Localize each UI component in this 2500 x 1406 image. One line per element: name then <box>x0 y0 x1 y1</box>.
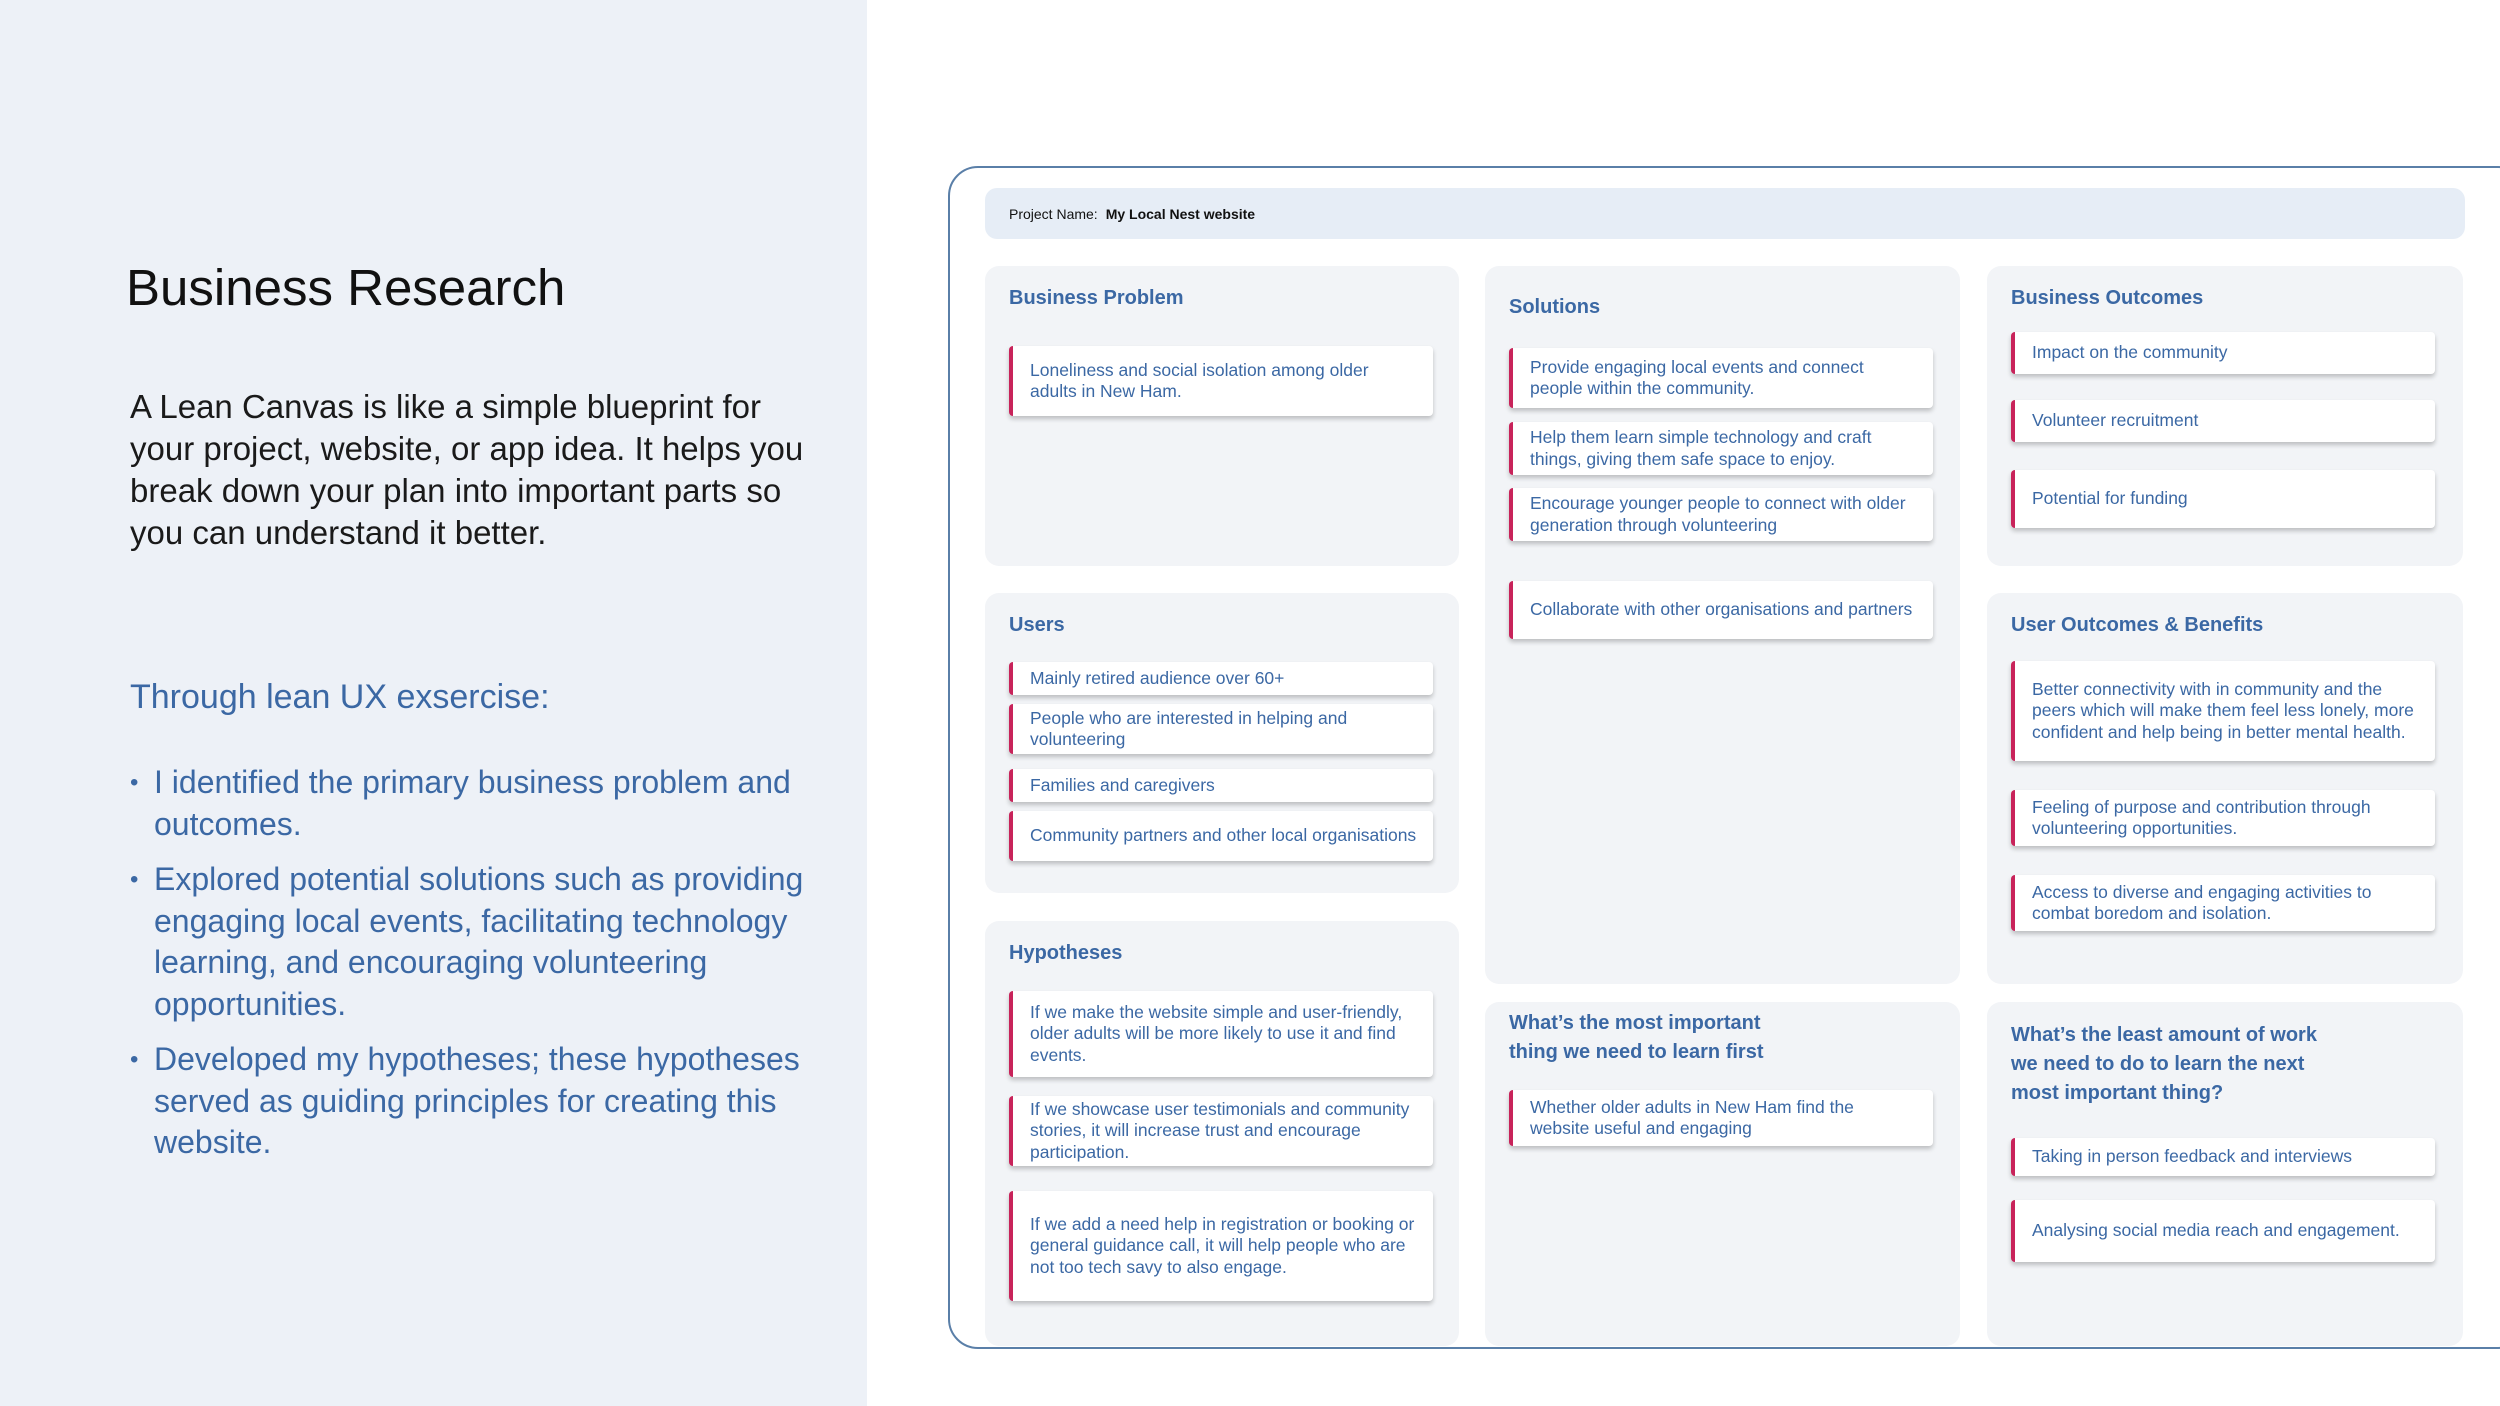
finding-text: Explored potential solutions such as providing engaging local events, facilitating technology learning, and encouraging volunteering opportunities. <box>154 861 804 1022</box>
section-title <box>1509 1009 1763 1067</box>
canvas-card: Better connectivity with in community and the peers which will make them feel less lonely, more confident and help being in better mental health. <box>2011 661 2435 761</box>
canvas-card: Families and caregivers <box>1009 769 1433 802</box>
canvas-card: Whether older adults in New Ham find the website useful and engaging <box>1509 1090 1933 1146</box>
title-line: we need to do to learn the next <box>2011 1053 2305 1075</box>
title-line: What’s the most important <box>1509 1012 1761 1034</box>
least-work-section <box>1987 1002 2463 1346</box>
canvas-card: Encourage younger people to connect with older generation through volunteering <box>1509 488 1933 541</box>
canvas-card: Loneliness and social isolation among older adults in New Ham. <box>1009 346 1433 416</box>
section-title: Users <box>1009 614 1065 636</box>
users-section <box>985 593 1459 893</box>
section-title: Hypotheses <box>1009 942 1123 964</box>
project-name-label: Project Name: <box>1009 205 1098 222</box>
canvas-card: Mainly retired audience over 60+ <box>1009 662 1433 695</box>
findings-list-item <box>130 1039 830 1164</box>
canvas-card: Potential for funding <box>2011 470 2435 528</box>
hypotheses-section <box>985 921 1459 1346</box>
canvas-card: People who are interested in helping and volunteering <box>1009 704 1433 754</box>
title-line: most important thing? <box>2011 1082 2224 1104</box>
business-problem-section <box>985 266 1459 566</box>
project-name-value: My Local Nest website <box>1105 205 1256 222</box>
canvas-card: Impact on the community <box>2011 332 2435 374</box>
title-line: What’s the least amount of work <box>2011 1024 2317 1046</box>
business-outcomes-section <box>1987 266 2463 566</box>
canvas-card: If we add a need help in registration or booking or general guidance call, it will help people who are not too tech savy to also engage. <box>1009 1191 1433 1301</box>
canvas-card: Help them learn simple technology and craft things, giving them safe space to enjoy. <box>1509 422 1933 475</box>
canvas-card: Analysing social media reach and engagement. <box>2011 1200 2435 1262</box>
intro-paragraph: A Lean Canvas is like a simple blueprint for your project, website, or app idea. It helps you break down your plan into important parts so you can understand it better. <box>130 388 804 551</box>
canvas-card: Volunteer recruitment <box>2011 400 2435 442</box>
canvas-card: Feeling of purpose and contribution through volunteering opportunities. <box>2011 790 2435 846</box>
exercise-subheading: Through lean UX exsercise: <box>130 678 550 716</box>
section-title: User Outcomes & Benefits <box>2011 614 2264 636</box>
canvas-card: Provide engaging local events and connect people within the community. <box>1509 348 1933 408</box>
learn-first-section <box>1485 1002 1960 1346</box>
section-title: Business Outcomes <box>2011 287 2204 309</box>
user-outcomes-section <box>1987 593 2463 984</box>
intro-panel <box>0 0 867 1406</box>
canvas-card: Community partners and other local organisations <box>1009 811 1433 861</box>
finding-text: I identified the primary business problem and outcomes. <box>154 764 791 842</box>
bullet-icon: • <box>130 866 139 893</box>
section-title: Business Problem <box>1009 287 1184 309</box>
title-line: thing we need to learn first <box>1509 1041 1764 1063</box>
canvas-card: If we make the website simple and user-friendly, older adults will be more likely to use it and find events. <box>1009 991 1433 1077</box>
findings-list-item <box>130 762 830 845</box>
canvas-card: Access to diverse and engaging activities to combat boredom and isolation. <box>2011 875 2435 931</box>
section-title: Solutions <box>1509 296 1601 318</box>
bullet-icon: • <box>130 1046 139 1073</box>
findings-list <box>130 762 830 1178</box>
bullet-icon: • <box>130 769 139 796</box>
finding-text: Developed my hypotheses; these hypotheses served as guiding principles for creating this website. <box>154 1041 800 1160</box>
section-title <box>2011 1021 2317 1108</box>
project-name-bar <box>985 188 2465 239</box>
findings-list-item <box>130 859 830 1025</box>
canvas-card: Taking in person feedback and interviews <box>2011 1138 2435 1176</box>
canvas-card: Collaborate with other organisations and partners <box>1509 581 1933 639</box>
canvas-card: If we showcase user testimonials and community stories, it will increase trust and encourage participation. <box>1009 1096 1433 1166</box>
solutions-section <box>1485 266 1960 984</box>
page-title: Business Research <box>126 259 566 316</box>
